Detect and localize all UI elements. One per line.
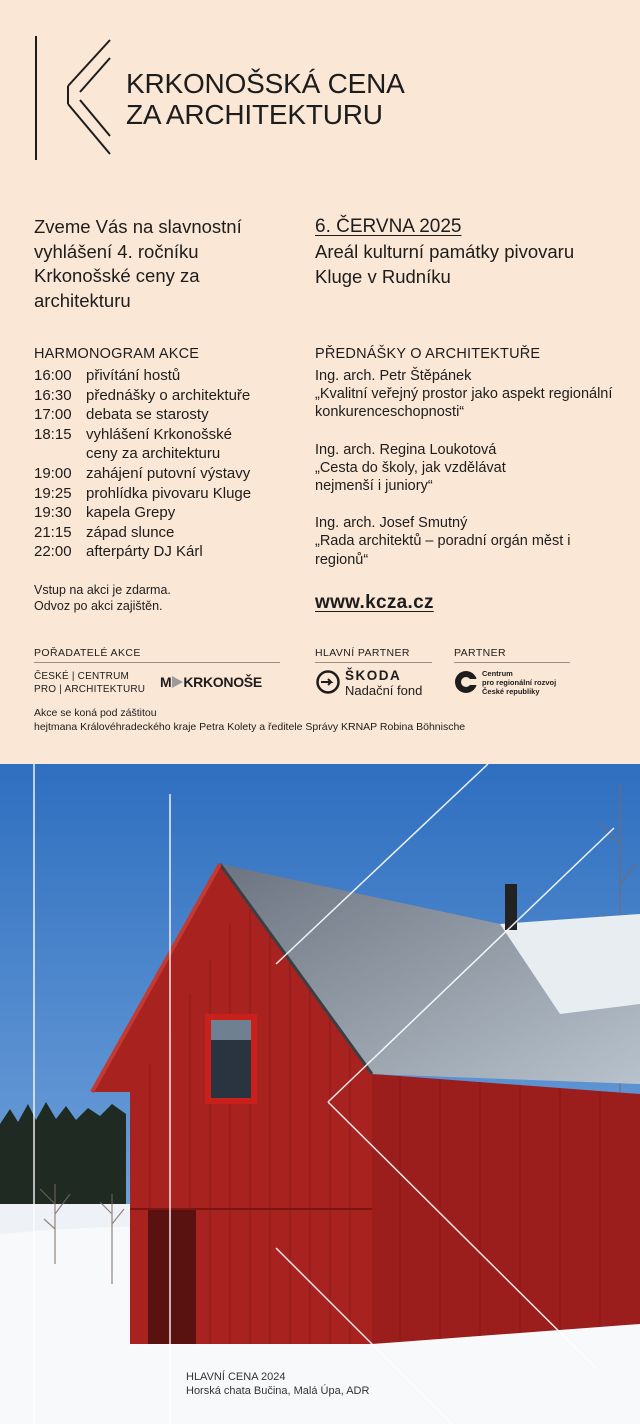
event-date: 6. ČERVNA 2025 [315, 216, 462, 237]
lecture-topic: „Kvalitní veřejný prostor jako aspekt regionální konkurenceschopnosti“ [315, 386, 613, 421]
schedule-activity: kapela Grepy [86, 504, 176, 522]
schedule-time: 21:15 [34, 523, 72, 541]
schedule-time: 19:25 [34, 484, 72, 502]
crr-logo-icon [454, 670, 478, 694]
schedule-list [34, 366, 294, 562]
schedule-row [34, 484, 294, 504]
cca-line-1: ČESKÉ | CENTRUM [34, 671, 130, 682]
schedule-row [34, 523, 294, 543]
patronage-line-1: Akce se koná pod záštitou [34, 707, 157, 719]
lecture-speaker: Ing. arch. Josef Smutný [315, 515, 468, 532]
lectures-list [315, 367, 615, 588]
lecture-topic: „Cesta do školy, jak vzdělávat nejmenší i juniory“ [315, 459, 506, 495]
schedule-row [34, 366, 294, 386]
partner-label: PARTNER [454, 647, 570, 663]
schedule-activity: prohlídka pivovaru Kluge [86, 484, 252, 502]
crr-line-2: pro regionální rozvoj [482, 678, 557, 687]
schedule-time: 18:15 [34, 425, 72, 443]
caption-line-1: HLAVNÍ CENA 2024 [186, 1371, 286, 1383]
schedule-title: HARMONOGRAM AKCE [34, 346, 200, 362]
schedule-activity: západ slunce [86, 523, 175, 541]
entry-info [34, 582, 171, 614]
schedule-row [34, 386, 294, 406]
page-title [126, 68, 405, 130]
schedule-row [34, 542, 294, 562]
skoda-logo-icon [315, 669, 341, 695]
schedule-time: 16:00 [34, 367, 72, 384]
entry-line-2: Odvoz po akci zajištěn. [34, 599, 163, 613]
mas-krkonose-logo: M KRKONOŠE [160, 674, 262, 690]
schedule-activity: přednášky o architektuře [86, 386, 251, 404]
invitation-text: Zveme Vás na slavnostní vyhlášení 4. ročníku Krkonošské ceny za architekturu [34, 216, 242, 311]
schedule-time: 17:00 [34, 406, 72, 424]
entry-line-1: Vstup na akci je zdarma. [34, 583, 171, 597]
barn-illustration [0, 764, 640, 1424]
cca-line-2: PRO | ARCHITEKTURU [34, 684, 146, 695]
lecture-speaker: Ing. arch. Petr Štěpánek [315, 368, 472, 384]
crr-line-1: Centrum [482, 669, 513, 678]
schedule-activity: vyhlášení Krkonošské ceny za architekturu [86, 425, 232, 463]
schedule-activity: přivítání hostů [86, 367, 181, 384]
title-line-2: ZA ARCHITEKTURU [126, 99, 383, 130]
lecture-item [315, 367, 615, 422]
crr-logo-text [482, 669, 556, 696]
website-link[interactable]: www.kcza.cz [315, 592, 434, 613]
mas-text: KRKONOŠE [183, 674, 262, 690]
skoda-subtitle: Nadační fond [345, 683, 423, 698]
lectures-title: PŘEDNÁŠKY O ARCHITEKTUŘE [315, 346, 541, 362]
patronage-note [34, 706, 465, 734]
lecture-speaker: Ing. arch. Regina Loukotová [315, 441, 497, 458]
schedule-row [34, 405, 294, 425]
schedule-time: 22:00 [34, 543, 72, 561]
skoda-name: ŠKODA [345, 668, 402, 683]
schedule-activity: zahájení putovní výstavy [86, 464, 251, 482]
cca-logo [34, 670, 145, 696]
schedule-time: 19:30 [34, 504, 72, 522]
event-venue: Areál kulturní památky pivovaru Kluge v Rudníku [315, 241, 575, 287]
schedule-time: 19:00 [34, 464, 72, 482]
schedule-activity: afterpárty DJ Kárl [86, 543, 203, 561]
patronage-line-2: hejtmana Královéhradeckého kraje Petra Kolety a ředitele Správy KRNAP Robina Böhnische [34, 721, 466, 733]
skoda-foundation [345, 668, 422, 698]
schedule-row [34, 464, 294, 484]
winning-building-photo [0, 764, 640, 1424]
play-triangle-icon [171, 676, 183, 688]
schedule-activity: debata se starosty [86, 406, 209, 424]
lecture-item [315, 514, 615, 569]
kcza-logo-icon [28, 32, 118, 164]
crr-line-3: České republiky [482, 687, 540, 696]
schedule-row [34, 503, 294, 523]
organizers-label: POŘADATELÉ AKCE [34, 647, 280, 663]
photo-caption [186, 1370, 369, 1398]
lecture-item [315, 441, 615, 496]
lecture-topic: „Rada architektů – poradní orgán měst i regionů“ [315, 533, 571, 568]
main-partner-label: HLAVNÍ PARTNER [315, 647, 432, 663]
schedule-time: 16:30 [34, 386, 72, 404]
title-line-1: KRKONOŠSKÁ CENA [126, 68, 405, 99]
schedule-row [34, 425, 294, 464]
caption-line-2: Horská chata Bučina, Malá Úpa, ADR [186, 1385, 370, 1397]
